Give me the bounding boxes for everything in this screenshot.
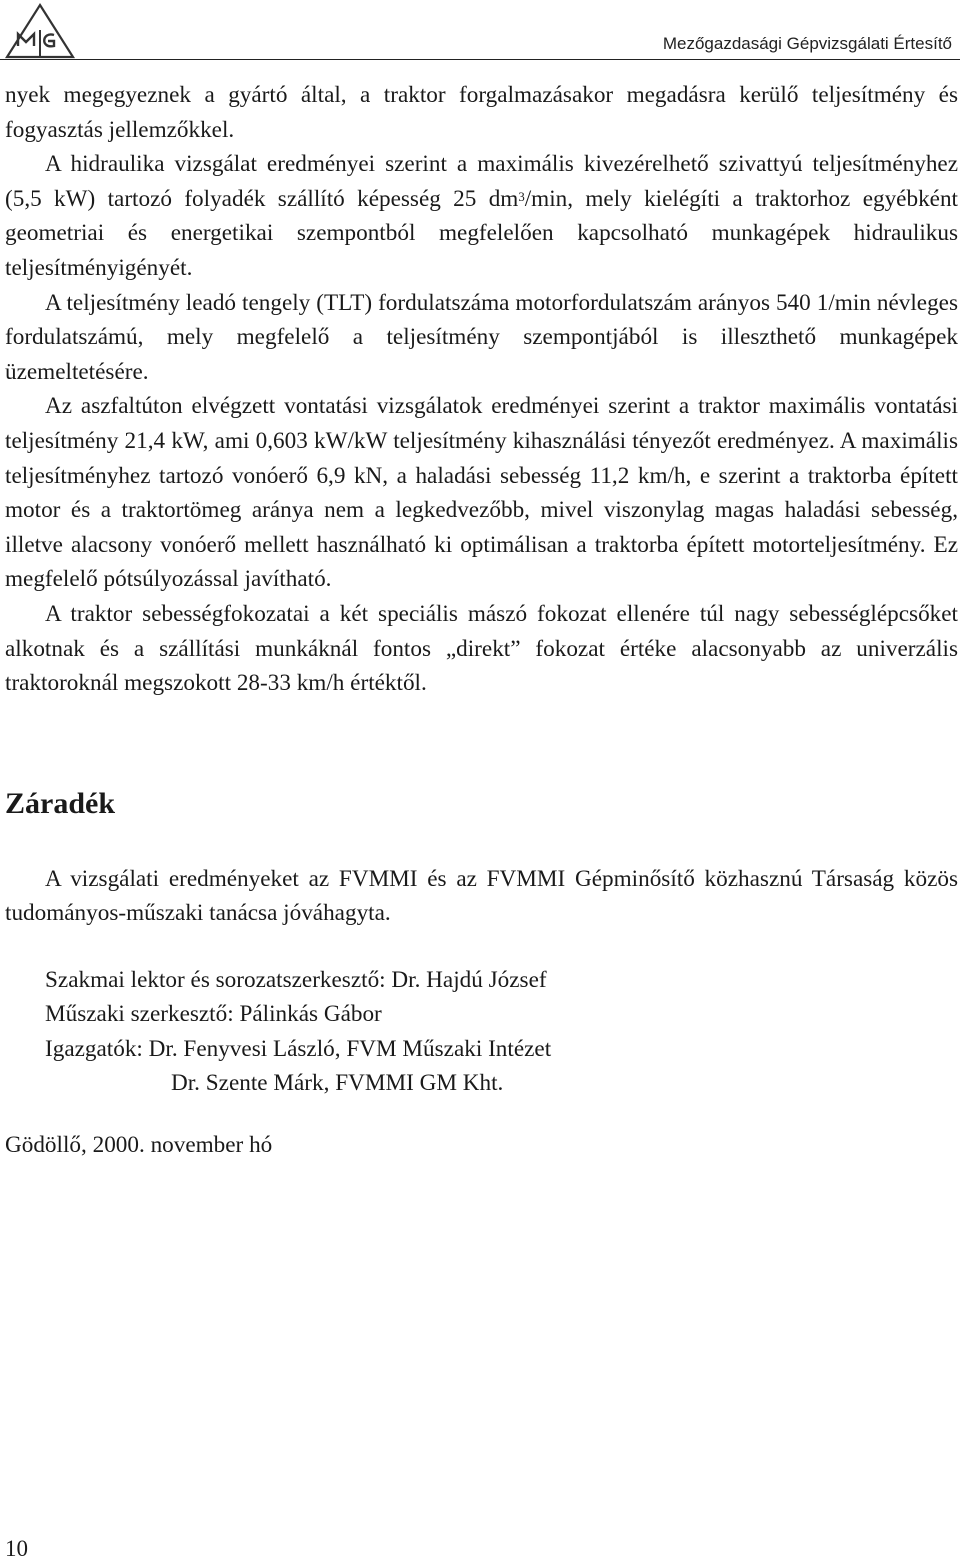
journal-logo-icon — [4, 2, 76, 60]
paragraph-2 — [5, 147, 958, 285]
body-text — [5, 78, 958, 701]
paragraph-4: Az aszfaltúton elvégzett vontatási vizsgálatok eredményei szerint a traktor maximális vontatási teljesítmény 21,4 kW, ami 0,603 kW/kW teljesítmény kihasználási tényezőt eredményez. A maximális teljesítményhez tartozó vonóerő 6,9 kN, a haladási sebesség 11,2 km/h, e szerint a traktorba épített motor és a traktortömeg aránya nem a legkedvezőbb, mivel viszonylag magas haladási sebesség, illetve alacsony vonóerő mellett használható ki optimálisan a traktorba épített motorteljesítmény. Ez megfelelő pótsúlyozással javítható. — [5, 393, 958, 593]
place-date: Gödöllő, 2000. november hó — [5, 1132, 273, 1158]
credit-line-editor: Szakmai lektor és sorozatszerkesztő: Dr. Hajdú József — [45, 967, 547, 993]
paragraph-5: A traktor sebességfokozatai a két speciális mászó fokozat ellenére túl nagy sebességlépcsőket alkotnak és a szállítási munkáknál fontos „direkt” fokozat értéke alacsonyabb az univerzális traktoroknál megszokott 28-33 km/h értéktől. — [5, 600, 958, 697]
paragraph-1: nyek megegyeznek a gyártó által, a traktor forgalmazásakor megadásra kerülő teljesítmény és fogyasztás jellemzőkkel. — [5, 82, 958, 143]
page-header — [0, 0, 960, 66]
paragraph-3: A teljesítmény leadó tengely (TLT) fordulatszáma motorfordulatszám arányos 540 1/min névleges fordulatszámú, mely megfelelő a teljesítmény szempontjából is illeszthető munkagépek üzemeltetésére. — [5, 289, 958, 385]
paragraph-2-part-1: A hidraulika vizsgálat eredményei szerint a maximális kivezérelhető szivattyú teljesítményhez (5,5 kW) tartozó folyadék szállító képesség 25 dm — [5, 151, 958, 212]
header-rule — [0, 59, 960, 60]
credit-line-directors: Igazgatók: Dr. Fenyvesi László, FVM Műszaki Intézet — [45, 1035, 552, 1062]
credit-line-technical-editor: Műszaki szerkesztő: Pálinkás Gábor — [45, 1001, 382, 1028]
clause-text: A vizsgálati eredményeket az FVMMI és az FVMMI Gépminősítő közhasznú Társaság közös tudományos-műszaki tanácsa jóváhagyta. — [5, 866, 958, 926]
paragraph-2-part-2: /min, mely kielégíti a traktorhoz egyébként geometriai és energetikai szempontból megfelelően kapcsolható munkagépek hidraulikus teljesítményigényét. — [5, 185, 958, 281]
credits — [45, 963, 551, 1100]
superscript-3: 3 — [518, 189, 525, 204]
section-title: Záradék — [5, 787, 116, 820]
journal-title: Mezőgazdasági Gépvizsgálati Értesítő — [662, 34, 952, 53]
page-number: 10 — [5, 1536, 28, 1561]
credit-line-director-2: Dr. Szente Márk, FVMMI GM Kht. — [171, 1069, 504, 1096]
